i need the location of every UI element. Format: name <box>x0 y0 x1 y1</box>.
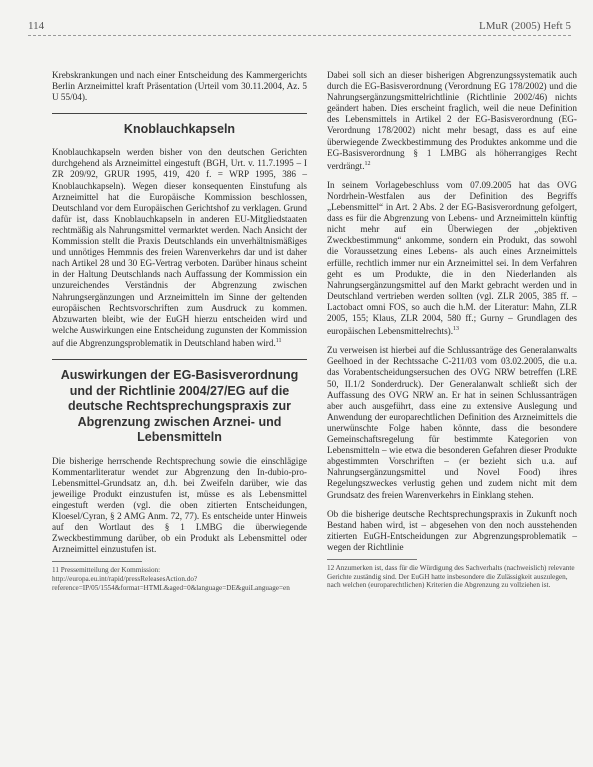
body-text: Dabei soll sich an dieser bisherigen Abgrenzungssystematik auch durch die EG-Basisverordnung (Verordnung EG 178/2002) und die Nahrungsergänzungsmittelrichtlinie (Richtlinie 2002/46) nichts geändert haben. Dies erscheint fraglich, weil die neue Definition des Lebensmittels in Artikel 2 der EG-Basisverordnung (EG-Verordnung 178/2002) nicht mehr besagt, dass es auf eine überwiegende Zweckbestimmung des Produktes ankomme und die EG-Basisverordnung § 1 LMBG als höherrangiges Recht verdrängt. <box>327 70 577 171</box>
body-paragraph <box>327 70 577 172</box>
footnote-12: 12 Anzumerken ist, dass für die Würdigung des Sachverhalts (nachweislich) relevante Gerichte zuständig sind. Der EuGH hatte insbesondere die Zulässigkeit auszulegen, nach welchen (europarechtlichen) Kriterien die Abgrenzung zu vollziehen ist. <box>327 563 575 590</box>
footnote-ref: 13 <box>453 326 460 333</box>
section-title-auswirkungen: Auswirkungen der EG-Basisverordnung und der Richtlinie 2004/27/EG auf die deutsche Rechtsprechungspraxis zur Abgrenzung zwischen Arznei- und Lebensmitteln <box>60 368 299 445</box>
body-paragraph: Zu verweisen ist hierbei auf die Schlussanträge des Generalanwalts Geelhoed in der Rechtssache C-211/03 vom 03.02.2005, die u.a. das Vorabentscheidungsersuchen des OVG NRW betreffen (LRE 50, II.1/2 Sonderdruck). Der Generalanwalt schließt sich der Auffassung des OVG NRW an. Er hat in seinen Schlussanträgen aber auch ausgeführt, dass eine zu extensive Auslegung und Anwendung der europarechtlichen Definition des Arzneimittels die unerwünschte Folge haben könnte, dass die besondere Gemeinschaftsregelung für bestimmte Kategorien von Lebensmitteln – wie etwa die besonderen Gefahren dieser Produkte abgestimmten Vorschriften – (er bezieht sich u.a. auf Nahrungsergänzungsmittel und Novel Food) ihres Regelungszweckes verlustig gehen und zudem nicht mit dem Grundsatz des freien Warenverkehrs in Einklang stehen. <box>327 345 577 500</box>
journal-header: LMuR (2005) Heft 5 <box>479 20 571 32</box>
body-paragraph <box>327 180 577 337</box>
footnote-ref: 11 <box>275 337 282 344</box>
footnote-11: 11 Pressemitteilung der Kommission: http://europa.eu.int/rapid/pressReleasesAction.do?reference=IP/05/1554&format=HTML&aged=0&language=DE&guiLanguage=en <box>52 566 290 592</box>
section-title-knoblauchkapseln: Knoblauchkapseln <box>123 122 236 137</box>
body-text: In seinem Vorlagebeschluss vom 07.09.2005 hat das OVG Nordrhein-Westfalen aus der Definition des Begriffs „Lebensmittel“ in Art. 2 Abs. 2 der EG-Basisverordnung gefolgert, dass es für die Abgrenzung von Lebens- und Arzneimitteln künftig nicht mehr auf ein Überwiegen der „objektiven Zweckbestimmung“ ankomme, sondern ein Produkt, das sowohl die Voraussetzung eines Lebens- als auch eines Arzneimittels erfülle, rechtlich immer nur ein Arzneimittel sei. In dem Verfahren geht es um Produkte, die in den Niederlanden als Nahrungsergänzungsmittel auf den Markt gebracht werden und in Deutschland vertrieben werden sollten (vgl. ZLR 2005, 385 ff. – Lactobact omni FOS, so auch die h.M. der Literatur: Mahn, ZLR 2005, 155; Klaus, ZLR 2004, 580 ff.; Gurny – Grundlagen des europäischen Lebensmittelrechts). <box>327 179 577 337</box>
body-paragraph: Ob die bisherige deutsche Rechtsprechungspraxis in Zukunft noch Bestand haben wird, ist – abgesehen von den noch ausstehenden zitierten EuGH-Entscheidungen zur Abgrenzungsproblematik – wegen der Richtlinie <box>327 508 577 552</box>
body-paragraph: Die bisherige herrschende Rechtsprechung sowie die einschlägige Kommentarliteratur wendet zur Abgrenzung den In-dubio-pro-Lebensmittel-Grundsatz an, d.h. bei Zweifeln darüber, wie das jeweilige Produkt einzustufen ist, müsse es als Lebensmittel eingestuft werden (vgl. die oben zitierten Entscheidungen, Kloesel/Cyran, § 2 AMG Anm. 72, 77). Es entscheide unter Hinweis auf den Wortlaut des § 1 LMBG die überwiegende Zweckbestimmung darüber, ob ein Produkt als Lebensmittel oder Arzneimittel einzustufen ist. <box>52 455 307 555</box>
footnote-rule <box>52 561 142 562</box>
section-rule <box>52 359 307 360</box>
footnote-rule <box>327 559 417 560</box>
footnote-ref: 12 <box>364 160 371 167</box>
header-rule <box>28 35 571 36</box>
body-paragraph <box>52 147 307 349</box>
right-column <box>327 70 577 590</box>
section-rule <box>52 113 307 114</box>
page-number: 114 <box>28 20 45 32</box>
left-column <box>52 70 307 592</box>
intro-paragraph: Krebskrankungen und nach einer Entscheidung des Kammergerichts Berlin Arzneimittel kraft Präsentation (Urteil vom 30.11.2004, Az. 5 U 55/04). <box>52 70 307 103</box>
body-text: Knoblauchkapseln werden bisher von den deutschen Gerichten durchgehend als Arzneimittel eingestuft (BGH, Urt. v. 11.7.1995 – I ZR 209/92, GRUR 1995, 419, 420 f. = WRP 1995, 386 – Knoblauchkapseln). Wegen dieser konsequenten Einstufung als Arzneimittel hat die Europäische Kommission beschlossen, Deutschland vor dem Europäischen Gerichtshof zu verklagen. Grund dafür ist, dass Knoblauchkapseln in anderen EU-Mitgliedstaaten rechtmäßig als Nahrungsmittel vermarktet werden. Nach Ansicht der Kommission stellt die Praxis Deutschlands ein unverhältnismäßiges und unnötiges Hemmnis des freien Warenverkehrs dar und ist daher nach Artikel 28 und 30 EG-Vertrag verboten. Darüber hinaus scheint in der Haltung Deutschlands nach Auffassung der Kommission ein unzureichendes Verständnis der Abgrenzung zwischen Nahrungsergänzungen und Arzneimitteln im Sinne der geltenden europäischen Rechtsvorschriften zum Ausdruck zu kommen. Abzuwarten bleibt, wie der EuGH hierzu entscheiden wird und welche Auswirkungen eine Entscheidung zugunsten der Kommission auf die Abgrenzungsproblematik in Deutschland haben wird. <box>52 147 307 348</box>
